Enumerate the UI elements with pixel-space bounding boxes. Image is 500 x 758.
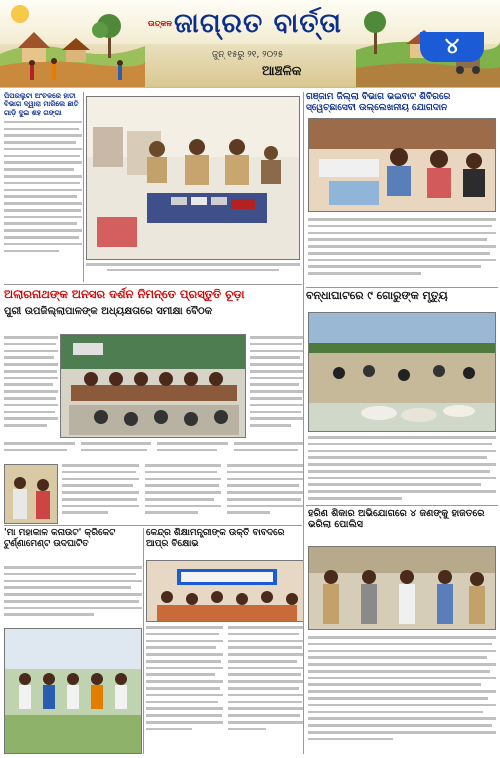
story-alarnath-headline: ଅଲାରନାଥଙ୍କ ଅନସର ଦର୍ଶନ ନିମନ୍ତେ ପ୍ରସ୍ତୁତି ଚୂଡ଼ା [4,287,245,301]
story-cattle-death [306,290,498,310]
column-rule-top-left [83,92,84,282]
story-alarnath-subheadline: ପୁରୀ ଉପଜିଲ୍ଲାପାଳଙ୍କ ଅଧ୍ୟକ୍ଷତାରେ ସମୀକ୍ଷା ବୈଠକ [4,305,213,317]
photo-review-meeting [60,334,246,438]
story-cattle-death-body [308,436,496,506]
story-alarnath-col1 [4,336,58,436]
story-alarnath-lower [62,464,304,524]
story-education-body [146,626,304,754]
photo-blood-camp [308,118,496,212]
story-blood-camp-headline: ଗଞ୍ଜାମ ଜିଲ୍ଲା ବିଭାଗ ଭଇବାଟ ଶିବିରରେ ସ୍ୱେଚ୍ଛାସେବୀ ଉଲ୍ଲେଖନୀୟ ଯୋଗଦାନ [306,92,451,113]
story-education-headline: କେନ୍ଦ୍ର ଶିକ୍ଷାମନ୍ତ୍ରୀଙ୍କ ଉକ୍ତି ବାବଦରେ ଆପ୍‌ର ବିକ୍ଷୋଭ [146,528,285,549]
masthead-title: ଜାଗ୍ରତ ବାର୍ତ୍ତା [174,8,342,39]
photo-felicitation [4,464,58,524]
page-number-badge: ୪ [420,32,484,62]
photo-police-press [86,96,300,260]
section-rule-right-top [306,287,498,288]
section-rule-main [4,284,302,285]
story-alarnath-row [4,442,304,462]
section-rule-right-lower [306,505,498,506]
story-alarnath-col4 [250,336,304,436]
photo-arrested-accused [308,546,496,630]
story-cricket-body [4,566,142,626]
story-elephant-headline: ପିପରଲୁଟା ଅଂଚଳରେ ହାତୀ ବିଭାଗ ଦ୍ୱାରା ମାରିଲେ ଛାତି ଗାଡ଼ି ଦୁଇ ଶହ ଗଙ୍ଗା [4,91,79,117]
photo-protest [146,560,304,622]
story-deer-hunting-body [308,636,496,754]
issue-date: ଜୁନ୍ ୧୫ରୁ ୨୧, ୨୦୨୫ [212,50,284,60]
story-cricket-headline: 'ମା ମହାକାଳ କନାଉଟ' କ୍ରିକେଟ ଟୁର୍ଣ୍ଣାମେଣ୍ଟ ଉଦଘାଟିତ [4,528,116,549]
photo-cricket-team [4,628,142,754]
story-elephant [4,92,82,284]
column-rule-right [303,92,304,754]
column-rule-bottom [143,528,144,754]
text-lines [4,121,82,252]
story-deer-hunting-headline: ହରିଣ ଶିକାର ଅଭିଯୋଗରେ ୪ ଜଣଙ୍କୁ ହାଜତରେ ଭରିଲା ପୋଲିସ [308,508,485,531]
story-deer-hunting [308,508,496,544]
story-elephant-body [4,121,82,271]
section-rule-lower [4,525,302,526]
photo-police-press-caption [86,262,300,276]
photo-cattle-river [308,312,496,432]
village-illustration-left [0,0,145,88]
masthead-tagline: ଉତ୍କଳ [148,18,173,28]
story-cattle-death-headline: ବନ୍ଧାଘାଟରେ ୯ ଗୋରୁଙ୍କ ମୃତ୍ୟୁ [306,289,448,302]
story-education [146,528,304,558]
section-name: ଆଞ୍ଚଳିକ [262,64,302,79]
story-alarnath [4,288,304,334]
masthead-brand [148,8,358,46]
masthead [0,0,500,88]
story-cricket [4,528,142,564]
story-blood-camp-body [308,218,496,286]
